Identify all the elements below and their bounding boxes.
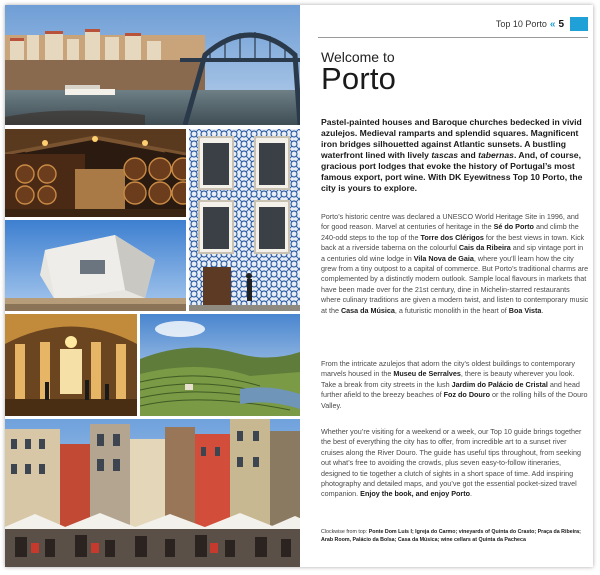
body-text: , where you’ll learn how the city grew from a tiny outpost to a capital of commerce. But Porto’s traditional charms are complemented by a distinctly modern outlook. Sample local flavours in markets that have been made over for the 21st century, dine in Michelin-starred restaurants where culinary traditions are given a modern twist, and listen to contemporary music at the: [321, 253, 589, 315]
page-number: 5: [558, 18, 564, 30]
body-text: and head further afield to the breezy beaches of: [321, 379, 580, 400]
body-text: Whether you’re visiting for a weekend or a week, our Top 10 guide brings together the best of everything the city has to offer, from incredible art to a sunset river cruises along the River Douro. The guide has useful tips throughout, from seeking out what’s free to avoiding the crowds, plus seven easy-to-follow itineraries, designed to tie together a clutch of sights in a short space of time. Add inspiring photography and detailed maps, and you’ve got the essential pocket-sized travel companion.: [321, 427, 582, 499]
sight-name: Boa Vista: [508, 305, 542, 315]
intro-text: Pastel-painted houses and Baroque churches bedecked in vivid azulejos. Medieval ramparts and splendid squares. Magnificent iron bridges silhouetted against Atlantic sunsets. A bustling waterfront lined with lively: [321, 117, 582, 160]
guidebook-page: [5, 5, 593, 567]
header-rule: [318, 37, 588, 38]
sight-name: Sé do Porto: [493, 222, 534, 232]
intro-italic: tabernas: [478, 150, 514, 160]
photo-igreja-do-carmo: [189, 129, 300, 311]
photo-ponte-dom-luis: [5, 5, 300, 125]
closing-line: Enjoy the book, and enjoy Porto: [360, 489, 470, 499]
accent-tab: [570, 17, 588, 31]
page-title: Porto: [321, 61, 397, 96]
photo-caption: [321, 528, 589, 544]
body-text: .: [469, 489, 472, 499]
photo-casa-da-musica: [5, 220, 186, 311]
running-header: [496, 17, 588, 31]
body-text: Porto’s historic centre was declared a UNESCO World Heritage Site in 1996, and for good reason. Marvel at centuries of heritage in the: [321, 212, 579, 232]
sight-name: Cais da Ribeira: [458, 243, 511, 253]
body-text: for the best views in town. Kick back at a riverside taberna on the colourful: [321, 232, 585, 253]
photo-palacio-da-bolsa: [5, 314, 137, 416]
sight-name: Foz do Douro: [443, 390, 490, 400]
body-paragraph-1: [321, 212, 589, 316]
body-text: , there is beauty wherever you look. Take a break from city streets in the lush: [321, 369, 575, 389]
sight-name: Casa da Música: [340, 305, 395, 315]
caption-names: Ponte Dom Luís I; Igreja do Carmo; vineyards of Quinta do Crasto; Praça da Ribeira; Arab Room, Palácio da Bolsa; Casa da Música; wine cellars at Quinta da Pacheca: [321, 529, 581, 543]
body-text: , a futuristic monolith in the heart of: [394, 305, 509, 315]
double-chevron-icon: «: [549, 18, 556, 30]
sight-name: Vila Nova de Gaia: [413, 253, 474, 263]
text-column: [318, 5, 588, 567]
body-text: or the rolling hills of the Douro Valley.: [321, 390, 588, 410]
intro-text: . And, of course, gracious port lodges that evoke the history of Portugal’s most famous export, port wine. With DK Eyewitness Top 10 Porto, the city is yours to explore.: [321, 150, 583, 193]
photo-wine-cellar: [5, 129, 186, 217]
photo-collage: [5, 5, 300, 567]
intro-text: and: [458, 150, 479, 160]
intro-italic: tascas: [431, 150, 459, 160]
body-paragraph-2: [321, 359, 589, 411]
body-text: From the intricate azulejos that adorn the city’s oldest buildings to contemporary marvels housed in the: [321, 359, 575, 379]
photo-praca-da-ribeira: [5, 419, 300, 567]
body-text: and climb the 240-odd steps to the top of the: [321, 222, 579, 242]
body-paragraph-3: [321, 427, 589, 500]
body-text: and sip vintage port in a centuries old wine lodge in: [321, 243, 584, 263]
photo-douro-vineyards: [140, 314, 300, 416]
sight-name: Torre dos Clérigos: [420, 232, 484, 242]
body-text: .: [541, 305, 544, 315]
sight-name: Museu de Serralves: [393, 369, 461, 379]
intro-paragraph: [321, 117, 589, 194]
sight-name: Jardim do Palácio de Cristal: [451, 379, 548, 389]
running-header-title: Top 10 Porto: [495, 19, 547, 29]
welcome-heading: Welcome to: [321, 49, 395, 65]
caption-lead: Clockwise from top:: [321, 529, 369, 535]
